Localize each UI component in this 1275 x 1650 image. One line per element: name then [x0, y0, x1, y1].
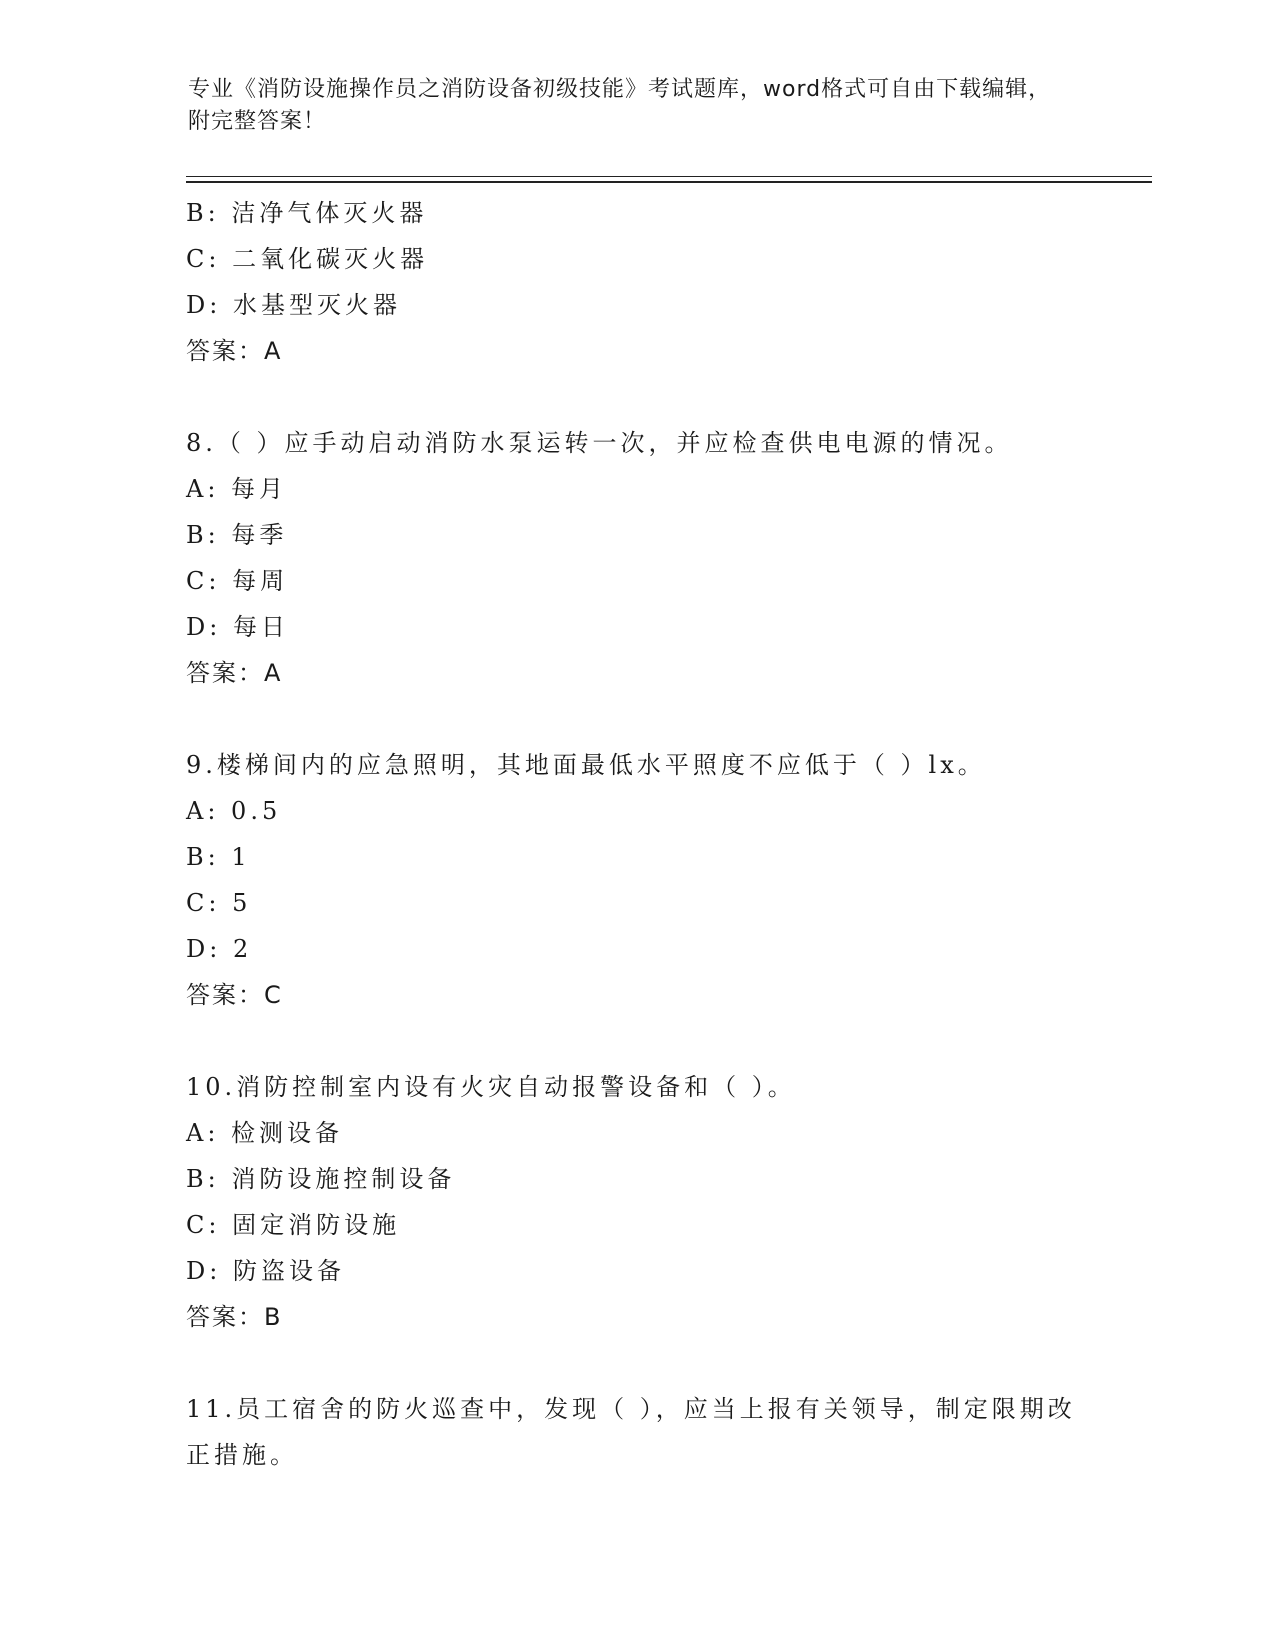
header-divider-top	[186, 176, 1152, 177]
option-d: D: 2	[186, 935, 253, 963]
question-stem: 9.楼梯间内的应急照明，其地面最低水平照度不应低于（ ）lx。	[186, 751, 986, 779]
option-c: C: 固定消防设施	[186, 1211, 401, 1239]
option-d: D: 每日	[186, 613, 289, 641]
option-b: B: 消防设施控制设备	[186, 1165, 456, 1193]
option-d: D: 水基型灭火器	[186, 291, 401, 319]
option-d: D: 防盗设备	[186, 1257, 345, 1285]
option-a: A: 0.5	[186, 797, 282, 825]
header-divider-bottom	[186, 181, 1152, 183]
question-list	[186, 190, 1126, 1478]
document-header: 专业《消防设施操作员之消防设备初级技能》考试题库，word格式可自由下载编辑，附完整答案！	[188, 77, 1052, 134]
question-stem: 8.（ ）应手动启动消防水泵运转一次，并应检查供电电源的情况。	[186, 429, 1013, 457]
option-c: C: 5	[186, 889, 252, 917]
answer-line: 答案：C	[186, 981, 283, 1009]
option-b: B: 1	[186, 843, 251, 871]
option-a: A: 每月	[186, 475, 288, 503]
option-b: B: 洁净气体灭火器	[186, 199, 428, 227]
question-stem: 10.消防控制室内设有火灾自动报警设备和（ ）。	[186, 1073, 796, 1101]
option-c: C: 每周	[186, 567, 289, 595]
option-a: A: 检测设备	[186, 1119, 344, 1147]
answer-line: 答案：A	[186, 659, 283, 687]
answer-line: 答案：B	[186, 1303, 283, 1331]
question-stem: 11.员工宿舍的防火巡查中，发现（ ），应当上报有关领导，制定限期改正措施。	[186, 1395, 1076, 1469]
option-b: B: 每季	[186, 521, 288, 549]
answer-line: 答案：A	[186, 337, 283, 365]
option-c: C: 二氧化碳灭火器	[186, 245, 429, 273]
